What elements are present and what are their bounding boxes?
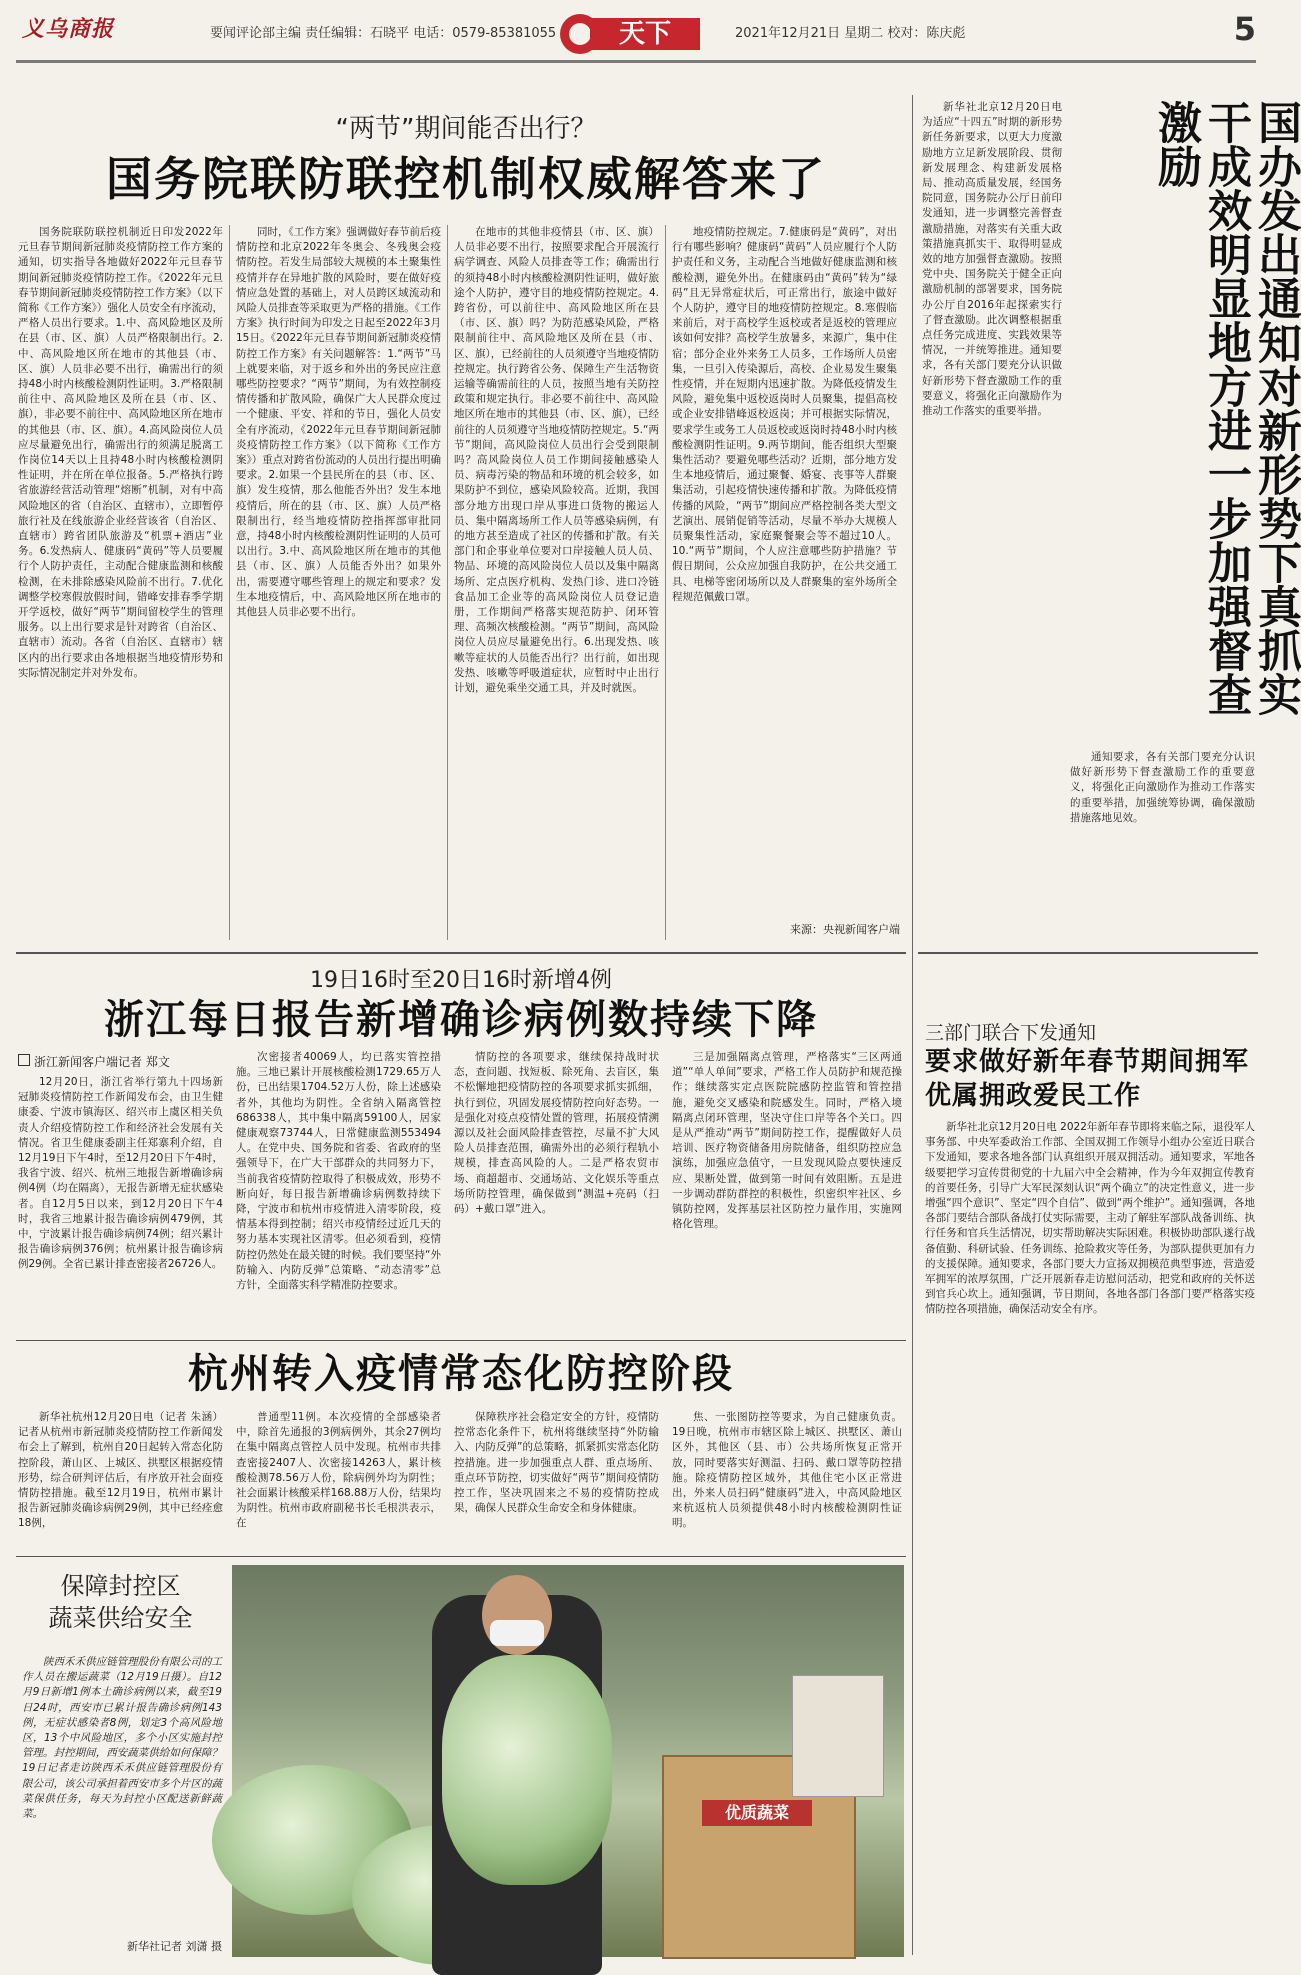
section-rule [16,1556,906,1557]
section-label: 天下 [590,18,700,50]
story1-source: 来源：央视新闻客户端 [790,923,900,936]
story2-column-2: 次密接者40069人，均已落实管控措施。三地已累计开展核酸检测1729.65万人份，已出结果1704.52万人份，除上述感染者外，其他均为阴性。全省纳入隔离管控686338人，其中集中隔离59100人，居家健康观察73744人，日常健康监测553494人。在党中央、国务院和省委、省政府的坚强领导下，在广大干部群众的共同努力下，当前我省疫情防控取得了积极成效，形势不断向好，每日报告新增确诊病例数持续下降，宁波市和杭州市疫情进入清零阶段，疫情基本得到控制；绍兴市疫情经过近几天的努力基本实现社区清零。但必须看到，疫情防控仍然处在最关键的时候。我们要坚持“外防输入、内防反弹”总策略、“动态清零”总方针，全面落实科学精准防控要求。 [236,1051,441,1292]
story2-column-1: 12月20日，浙江省举行第九十四场新冠肺炎疫情防控工作新闻发布会，由卫生健康委、宁波市镇海区、绍兴市上虞区相关负责人介绍疫情防控工作和经济社会发展有关情况。省卫生健康委副主任郑寨利介绍，自12月19日下午4时，至12月20日下午4时，我省宁波、绍兴、杭州三地报告新增确诊病例4例（均在隔离），无报告新增无症状感染者。自12月5日以来，到12月20日下午4时，我省三地累计报告确诊病例479例，其中，宁波累计报告确诊病例74例；绍兴累计报告确诊病例376例；杭州累计报告确诊病例29例。全省已累计排查密接者26726人。 [18,1076,223,1271]
story3-column-2: 普通型11例。本次疫情的全部感染者中，除首先通报的3例病例外，其余27例均在集中隔离点管控人员中发现。杭州市共排查密接2407人、次密接14263人，累计核酸检测78.56万人份，除病例外均为阴性；社会面累计核酸采样168.88万人份，结果均为阴性。杭州市政府副秘书长毛根洪表示，在 [236,1411,441,1530]
page-header [0,0,1272,60]
reporter-icon [18,1054,30,1066]
story2-headline: 浙江每日报告新增确诊病例数持续下降 [104,997,818,1043]
story1-column-3: 在地市的其他非疫情县（市、区、旗）人员非必要不出行，按照要求配合开展流行病学调查、风险人员排查等工作；确需出行的须持48小时内核酸检测阴性证明，做好旅途个人防护，遵守目的地疫情防控规定。4.跨省份，可以前往中、高风险地区所在县（市、区、旗）吗？为防范感染风险，严格限制前往中、高风险地区及所在县（市、区、旗），已经前往的人员须遵守当地疫情防控规定。执行跨省公务、保障生产生活物资运输等确需前往的人员，按照当地有关防控政策和规定执行。非必要不前往中、高风险地区所在地市的其他县（市、区、旗），已经前往的人员须遵守当地疫情防控规定。5.“两节”期间，高风险岗位人员出行会受到限制吗？高风险岗位人员工作期间接触感染人员、病毒污染的物品和环境的机会较多，如果防护不到位，感染风险较高。近期，我国部分地方出现口岸从事进口货物的搬运人员、集中隔离场所工作人员等感染病例，有的地方甚至造成了社区的传播和扩散。有关部门和企事业单位要对口岸接触人员人员、物品、环境的高风险岗位人员以及集中隔离场所、定点医疗机构、发热门诊、进口冷链食品加工企业等的高风险岗位人员登记造册，工作期间严格落实规范防护、闭环管理、高频次核酸检测。“两节”期间，高风险岗位人员应尽量避免出行。6.出现发热、咳嗽等症状的人员能否出行？出行前，如出现发热、咳嗽等呼吸道症状，应暂时中止出行计划，避免乘坐交通工具，并及时就医。 [454,226,659,695]
box-label: 优质蔬菜 [702,1800,812,1826]
side3-credit: 新华社记者 刘潇 摄 [127,1940,222,1953]
cabbage-bundle [442,1655,612,1885]
story2-byline-text: 浙江新闻客户端记者 郑文 [34,1055,170,1069]
column-divider [447,225,448,940]
side1-body: 新华社北京12月20日电 为适应“十四五”时期的新形势新任务新要求，以更大力度激励地方立足新发展阶段、贯彻新发展理念、构建新发展格局、推动高质量发展，经国务院同意，国务院办公厅日前印发通知，进一步调整完善督查激励措施，对落实有关重大政策措施真抓实干、取得明显成效的地方加强督查激励。按照党中央、国务院关于健全正向激励机制的部署要求，国务院办公厅自2016年起探索实行了督查激励。此次调整根据重点任务完成进度、实践效果等情况，一并统筹推进。通知要求，各有关部门要充分认识做好新形势下督查激励工作的重要意义，将强化正向激励作为推动工作落实的重要举措。 [922,101,1062,418]
header-rule [16,60,1256,63]
story2-column-4: 三是加强隔离点管理，严格落实“三区两通道”“单人单间”要求，严格工作人员防护和规范操作；继续落实定点医院院感防控监管和管控措施，避免交叉感染和院感发生。同时，严格入境隔离点闭环管理，坚决守住口岸等各个关口。四是从严推动“两节”期间防控工作，提醒做好人员培训、医疗物资储备用房院储备，组织防控应急演练，加强应急值守，一旦发现风险点要快速反应、果断处置，做到第一时间有效阻断。五是进一步调动群防群控的积极性，织密织牢社区、乡镇防控网，发挥基层社区防控力量作用，实施网格化管理。 [672,1051,902,1231]
sidebar-divider [912,95,913,1955]
column-divider [665,225,666,940]
story3-headline: 杭州转入疫情常态化防控阶段 [188,1351,734,1397]
stacked-box [792,1675,884,1797]
story3-column-4: 焦、一张图防控等要求，为自己健康负责。19日晚，杭州市市辖区除上城区、拱墅区、萧山区外，其他区（县、市）公共场所恢复正常开放，同时要落实好测温、扫码、戴口罩等防控措施。除疫情防控区域外，其他住宅小区正常进出，外来人员扫码“健康码”进入，中高风险地区来杭返杭人员须提供48小时内核酸检测阴性证明。 [672,1411,902,1530]
section-rule [16,952,906,954]
section-rule [16,1340,906,1341]
column-divider [229,225,230,940]
page-number: 5 [1233,10,1256,48]
side2-body: 新华社北京12月20日电 2022年新年春节即将来临之际，退役军人事务部、中央军委政治工作部、全国双拥工作领导小组办公室近日联合下发通知，要求各地各部门认真组织开展双拥活动。通知要求，军地各级要把学习宣传贯彻党的十九届六中全会精神，作为今年双拥宣传教育的首要任务，引导广大军民深刻认识“两个确立”的决定性意义，进一步增强“四个意识”、坚定“四个自信”、做到“两个维护”。通知强调，各地各部门要结合部队备战打仗实际需要，主动了解驻军部队战备训练、执行任务和官兵生活情况，切实帮助解决实际困难。积极协助部队遂行战备值勤、科研试验、任务训练、抢险救灾等任务，为部队提供更加有力的支援保障。通知要求，各部门要大力宣扬双拥模范典型事迹，营造爱军拥军的浓厚氛围，广泛开展新春走访慰问活动，把党和政府的关怀送到官兵心坎上。通知强调，节日期间，各地各部门各部门要严格落实疫情防控各项措施，确保活动安全有序。 [925,1121,1255,1316]
face-mask [490,1620,544,1646]
story1-column-2: 同时，《工作方案》强调做好春节前后疫情防控和北京2022年冬奥会、冬残奥会疫情防控。若发生局部较大规模的本土聚集性疫情并存在异地扩散的风险时，要在做好疫情应急处置的基础上，对人员跨区域流动和风险人员排查等采取更为严格的措施。《工作方案》执行时间为印发之日起至2022年3月15日。《2022年元旦春节期间新冠肺炎疫情防控工作方案》有关问题解答：1.“两节”马上就要来临，对于返乡和外出的务民应注意哪些防控要求？“两节”期间，为有效控制疫情传播和扩散风险，确保广大人民群众度过一个健康、平安、祥和的节日，强化人员安全有序流动，《2022年元旦春节期间新冠肺炎疫情防控工作方案》（以下简称《工作方案》）重点对跨省份流动的人员出行提出明确要求。2.如果一个县民所在的县（市、区、旗）发生疫情，那么他能否外出？发生本地疫情后，所在的县（市、区、旗）人员严格限制出行，经当地疫情防控指挥部审批同意，持48小时内核酸检测阴性证明的人员可以出行。3.中、高风险地区所在地市的其他县（市、区、旗）人员能否外出？如果外出，需要遵守哪些管理上的规定和要求？发生本地疫情后，中、高风险地区所在地市的其他县人员非必要不出行。 [236,226,441,619]
editor-info: 要闻评论部主编 责任编辑：石晓平 电话：0579-85381055 [210,26,557,41]
section-rule [918,952,1258,954]
story1-headline: 国务院联防联控机制权威解答来了 [106,152,826,206]
masthead-logo: 义乌商报 [22,16,115,42]
section-badge [560,14,710,48]
side1-headline: 国办发出通知对新形势下真抓实干成效明显地方进一步加强督查激励 [1150,100,1301,716]
story2-column-3: 情防控的各项要求，继续保持战时状态，查问题、找短板、除死角、去盲区，集不松懈地把疫情防控的各项要求抓实抓细，执行到位，巩固发展疫情防控向好态势。一是强化对疫点疫情处置的管理，拓展疫情溯源以及社会面风险排查管控，尽量不扩大风险人员排查范围，确需外出的必须行程轨小规模，排查高风险的人。二是严格农贸市场、商超超市、交通场站、文化娱乐等重点场所防控管理，确保做到“测温+亮码（扫码）+戴口罩”进入。 [454,1051,659,1216]
story3-column-1: 新华社杭州12月20日电（记者 朱涵）记者从杭州市新冠肺炎疫情防控工作新闻发布会上了解到，杭州自20日起转入常态化防控阶段，萧山区、上城区、拱墅区根据疫情形势，综合研判评估后，有序放开社会面疫情防控措施。截至12月19日，杭州市累计报告新冠肺炎确诊病例29例，其中已经痊愈18例， [18,1411,223,1530]
side2-headline: 要求做好新年春节期间拥军优属拥政爱民工作 [925,1047,1250,1111]
side1-body-continued: 通知要求，各有关部门要充分认识做好新形势下督查激励工作的重要意义，将强化正向激励作为推动工作落实的重要举措，加强统筹协调，确保激励措施落地见效。 [1070,751,1255,824]
story1-column-4: 地疫情防控规定。7.健康码是“黄码”，对出行有哪些影响？健康码“黄码”人员应履行个人防护责任和义务，主动配合当地做好健康监测和核酸检测，避免外出。在健康码由“黄码”转为“绿码”且无异常症状后，可正常出行，旅途中做好个人防护，遵守目的地疫情防控规定。8.寒假临来前后，对于高校学生返校或者是返校的管理应该如何安排？高校学生放暑多，来源广，集中住宿；部分企业外来务工人员多，工作场所人员密集，一旦引入传染源后，高校、企业易发生聚集性疫情，并在短期内迅速扩散。为降低疫情发生风险，避免集中返校返岗时人员聚集，提倡高校或企业安排错峰返校返岗；并可根据实际情况，要求学生或务工人员返校或返岗时持48小时内核酸检测阴性证明。9.两节期间，能否组织大型聚集性活动？要避免哪些活动？近期，部分地方发生本地疫情后，通过聚餐、婚宴、丧事等人群聚集活动，引起疫情快速传播和扩散。为降低疫情传播的风险，“两节”期间应严格控制各类大型文艺演出、展销促销等活动，尽量不举办大规模人员聚集性活动，家庭聚餐聚会等不超过10人。10.“两节”期间，个人应注意哪些防护措施？节假日期间，公众应加强自我防护，在公共交通工具、电梯等密闭场所以及人群聚集的室外场所全程规范佩戴口罩。 [672,226,897,603]
side3-headline-line2: 蔬菜供给安全 [48,1604,193,1632]
story1-kicker: “两节”期间能否出行？ [335,114,597,144]
story2-kicker: 19日16时至20日16时新增4例 [310,968,612,993]
news-photo [232,1565,904,1957]
side3-body: 陕西禾禾供应链管理股份有限公司的工作人员在搬运蔬菜（12月19日摄）。自12月9日新增1例本土确诊病例以来，截至19日24时，西安市已累计报告确诊病例143例，无症状感染者8例，划定3个高风险地区，13个中风险地区，多个小区实施封控管理。封控期间，西安蔬菜供给如何保障？19日记者走访陕西禾禾供应链管理股份有限公司，该公司承担着西安市多个片区的蔬菜保供任务，每天为封控小区配送新鲜蔬菜。 [22,1656,222,1821]
story2-byline [18,1053,228,1070]
side3-headline-line1: 保障封控区 [60,1572,181,1600]
story1-column-1: 国务院联防联控机制近日印发2022年元旦春节期间新冠肺炎疫情防控工作方案的通知，切实指导各地做好2022年元旦春节期间新冠肺炎疫情防控工作。《2022年元旦春节期间新冠肺炎疫情防控工作方案》（以下简称《工作方案》）强化人员安全有序流动，严格人员出行要求。1.中、高风险地区及所在县（市、区、旗）人员严格限制出行。2.中、高风险地区所在地市的其他县（市、区、旗）人员非必要不出行，确需出行的须持48小时内核酸检测阴性证明。3.严格限制前往中、高风险地区及所在县（市、区、旗），非必要不前往中、高风险地区所在地市的其他县（市、区、旗）。4.高风险岗位人员应尽量避免出行，确需出行的须满足脱离工作岗位14天以上且持48小时内核酸检测阴性证明，并在所在单位报备。5.严格执行跨省旅游经营活动管理“熔断”机制，对有中高风险地区的省（自治区、直辖市），立即暂停旅行社及在线旅游企业经营该省（自治区、直辖市）跨省团队旅游及“机票+酒店”业务。6.发热病人、健康码“黄码”等人员要履行个人防护责任，主动配合健康监测和核酸检测，在未排除感染风险前不出行。7.优化调整学校寒假放假时间，错峰安排春季学期开学返校，做好“两节”期间留校学生的管理服务。以上出行要求是针对跨省（自治区、直辖市）流动。各省（自治区、直辖市）辖区内的出行要求由各地根据当地疫情形势和实际情况制定并对外发布。 [18,226,223,679]
story3-column-3: 保障秩序社会稳定安全的方针，疫情防控常态化条件下，杭州将继续坚持“外防输入、内防反弹”的总策略，抓紧抓实常态化防控措施。进一步加强重点人群、重点场所、重点环节防控，切实做好“两节”期间疫情防控工作，坚决巩固来之不易的疫情防控成果，确保人民群众生命安全和身体健康。 [454,1411,659,1515]
date-info: 2021年12月21日 星期二 校对：陈庆彪 [735,26,966,41]
side3-headline [18,1570,223,1634]
side2-kicker: 三部门联合下发通知 [925,1022,1097,1044]
